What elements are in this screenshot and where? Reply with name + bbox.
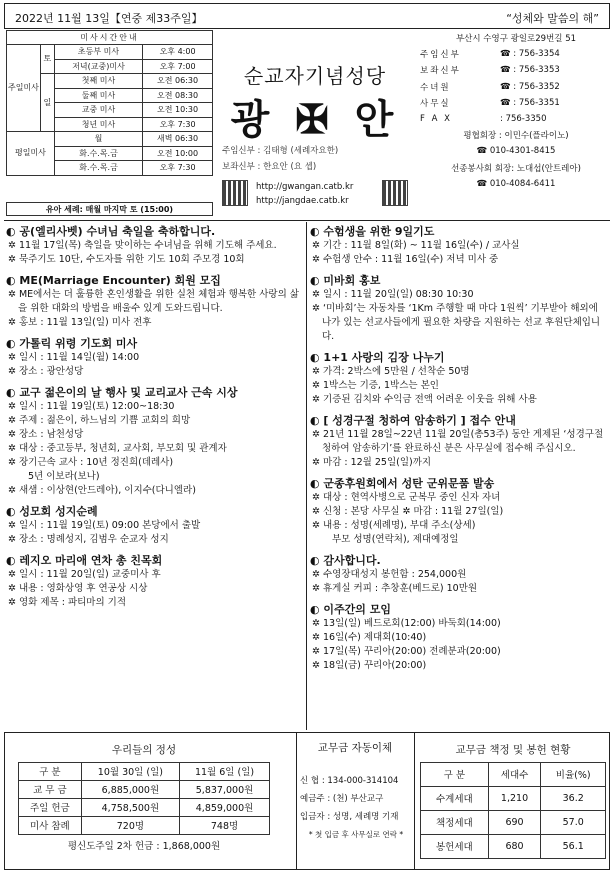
contact-info — [420, 30, 612, 192]
notice-heading: ◐ 성모회 성지순례 — [6, 505, 98, 518]
contact-value: ☎ : 756-3354 — [500, 49, 560, 60]
notice-item: ✲ 마감 : 12월 25일(일)까지 — [312, 457, 432, 468]
church-subtitle: 순교자기념성당 — [243, 64, 387, 88]
mass-name: 화.수.목.금 — [54, 161, 142, 176]
tithe-label: 책정세대 — [421, 810, 489, 834]
mass-schedule-table — [6, 44, 213, 176]
offering-label: 주일 헌금 — [19, 798, 82, 816]
notice-heading: ◐ 레지오 마리애 연차 총 친목회 — [6, 554, 163, 567]
mass-name: 교중 미사 — [54, 103, 142, 118]
tithe-label: 수계세대 — [421, 786, 489, 810]
mass-name: 화.수.목.금 — [54, 146, 142, 161]
notice-item: ✲ 장기근속 교사 : 10년 정진희(데레사) — [8, 457, 174, 468]
autopay-depositor: 입금자 : 성명, 세례명 기재 — [300, 812, 399, 822]
contact-label: F A X — [420, 114, 452, 125]
mass-name: 첫째 미사 — [54, 74, 142, 89]
contact-value: ☎ 010-4084-6411 — [476, 178, 556, 189]
contact-row — [420, 143, 612, 159]
weekday-mass-label: 평일미사 — [7, 132, 55, 176]
notice-heading: ◐ 이주간의 모임 — [310, 603, 392, 616]
mass-time: 오후 7:30 — [143, 161, 213, 176]
infant-baptism-note: 유아 세례: 매월 마지막 토 (15:00) — [6, 202, 213, 216]
notices-left-column — [6, 224, 302, 610]
notice-item: ✲ 신청 : 본당 사무실 ✲ 마감 : 11월 27일(일) — [312, 506, 504, 517]
notice-item: ✲ 가격: 2박스에 5만원 / 선착순 50명 — [312, 366, 470, 377]
notice-item: ✲ 수영장대성지 봉헌함 : 254,000원 — [312, 569, 467, 580]
autopay-note: * 첫 입금 후 사무실로 연락 * — [308, 830, 404, 839]
autopay-holder: 예금주 : (천) 부산교구 — [300, 794, 384, 804]
notice-heading: ◐ 군종후원회에서 성탄 군위문품 발송 — [310, 477, 495, 490]
notice-item: ✲ 장소 : 남천성당 — [8, 429, 84, 440]
tithe-table — [420, 738, 606, 859]
tithe-head: 구 분 — [421, 762, 489, 786]
notice-item: ✲ 주제 : 젊은이, 하느님의 기쁨 교회의 희망 — [8, 415, 191, 426]
notice-item: ✲ 수험생 안수 : 11월 16일(수) 저녁 미사 중 — [312, 254, 499, 265]
notice-item: ✲ 1박스는 기증, 1박스는 본인 — [312, 380, 439, 391]
contact-value: ☎ : 756-3351 — [500, 97, 560, 108]
bulletin-date: 2022년 11월 13일【연중 제33주일】 — [15, 12, 203, 25]
notice-item: ✲ 일시 : 11월 19일(토) 09:00 본당에서 출발 — [8, 520, 201, 531]
notice-item: ✲ 11월 17일(목) 축일을 맞이하는 수녀님을 위해 기도해 주세요. — [8, 240, 277, 251]
contact-label: 수녀원 — [420, 82, 451, 93]
notice-item: ✲ 내용 : 영화상영 후 연공상 시상 — [8, 583, 148, 594]
notice-item: ✲ 영화 제목 : 파티마의 기적 — [8, 597, 127, 608]
contact-value: ☎ : 756-3352 — [500, 81, 560, 92]
notice-item: ✲ 기증된 김치와 수익금 전액 어려운 이웃을 위해 사용 — [312, 394, 537, 405]
autopay-title: 교무금 자동이체 — [317, 742, 393, 754]
tithe-label: 봉헌세대 — [421, 834, 489, 858]
contact-row — [420, 160, 612, 176]
notice-item: ✲ 대상 : 중고등부, 청년회, 교사회, 부모회 및 관계자 — [8, 443, 227, 454]
tithe-value: 690 — [488, 810, 541, 834]
saturday-label: 토 — [40, 45, 54, 74]
year-motto: “성체와 말씀의 해” — [506, 12, 599, 25]
mass-schedule-title: 미사시간안내 — [6, 30, 213, 44]
notice-item: ✲ 대상 : 현역사병으로 군복무 중인 신자 자녀 — [312, 492, 501, 503]
church-name: 광 ✠ 안 — [230, 96, 400, 143]
autopay-account: 신 협 : 134-000-314104 — [300, 776, 399, 786]
offering-head: 11월 6일 (일) — [180, 762, 270, 780]
offering-value: 5,837,000원 — [180, 780, 270, 798]
column-divider — [306, 222, 307, 730]
notice-item: ✲ 13일(일) 베드로회(12:00) 바둑회(14:00) — [312, 618, 501, 629]
notice-item: 5년 이보라(보나) — [28, 471, 100, 482]
notice-item: ✲ 17일(목) 꾸리아(20:00) 전례분과(20:00) — [312, 646, 501, 657]
contact-row — [420, 127, 612, 143]
mass-time: 오전 06:30 — [143, 74, 213, 89]
notice-item: ✲ 새샘 : 이상현(안드레아), 이지수(다니엘라) — [8, 485, 196, 496]
contact-row — [420, 30, 612, 46]
notice-item: ✲ 휴게실 커피 : 추창훈(베드로) 10만원 — [312, 583, 478, 594]
offering-note: 평신도주일 2차 헌금 : 1,868,000원 — [67, 841, 221, 853]
contact-value: 평협회장 : 이민수(플라이노) — [463, 131, 569, 142]
contact-value: ☎ 010-4301-8415 — [476, 146, 556, 157]
contact-label: 사무실 — [420, 98, 451, 109]
mass-time: 오전 10:00 — [143, 146, 213, 161]
notice-item: ✲ 21년 11월 28일~22년 11월 20일(총53주) 동안 게제된 ‘성경구절 청하여 암송하기’를 완료하신 분은 사무실에 접수해 주십시오. — [312, 429, 604, 454]
mass-time: 오전 08:30 — [143, 88, 213, 103]
notice-item: ✲ 일시 : 11월 20일(일) 08:30 10:30 — [312, 289, 474, 300]
mass-name: 저녁(교중)미사 — [54, 59, 142, 74]
pastor-name: 주임신부 : 김태형 (세례자요한) — [222, 146, 339, 156]
offering-label: 미사 참례 — [19, 816, 82, 834]
mass-name: 청년 미사 — [54, 117, 142, 132]
notice-heading: ◐ 공(엘리사벳) 수녀님 축일을 축하합니다. — [6, 225, 216, 238]
church-url[interactable]: http://gwangan.catb.kr — [256, 182, 354, 192]
offering-table — [18, 738, 270, 856]
mass-time: 오후 7:30 — [143, 117, 213, 132]
notice-heading: ◐ 수험생을 위한 9일기도 — [310, 225, 435, 238]
notice-item: ✲ 내용 : 성명(세례명), 부대 주소(상세) — [312, 520, 476, 531]
contact-row — [420, 176, 612, 192]
notice-heading: ◐ 감사합니다. — [310, 554, 381, 567]
qr-code-icon[interactable] — [222, 180, 248, 206]
tithe-value: 680 — [488, 834, 541, 858]
autopay-details — [300, 772, 412, 844]
tithe-title: 교무금 책정 및 봉헌 현황 — [455, 744, 571, 757]
contact-value: ☎ : 756-3353 — [500, 65, 560, 76]
tithe-value: 36.2 — [541, 786, 606, 810]
offering-value: 4,758,500원 — [81, 798, 179, 816]
contact-label: 주임신부 — [420, 50, 461, 61]
notice-item: ✲ 묵주기도 10단, 수도자를 위한 기도 10회 주모경 10회 — [8, 254, 245, 265]
tithe-value: 1,210 — [488, 786, 541, 810]
header-bar — [4, 3, 610, 29]
contact-row — [420, 79, 612, 95]
contact-value: 부산시 수영구 광일로29번길 51 — [455, 34, 577, 45]
mass-name: 둘째 미사 — [54, 88, 142, 103]
contact-row — [420, 111, 612, 127]
notice-item: ✲ 일시 : 11월 14일(월) 14:00 — [8, 352, 140, 363]
offering-head: 10월 30일 (일) — [81, 762, 179, 780]
notice-item: 부모 성명(연락처), 제대예정일 — [332, 534, 459, 545]
contact-value: : 756-3350 — [500, 114, 547, 125]
mass-name: 초등부 미사 — [54, 45, 142, 60]
offering-value: 6,885,000원 — [81, 780, 179, 798]
qr-code-icon[interactable] — [382, 180, 408, 206]
notices-right-column — [310, 224, 610, 673]
contact-row — [420, 46, 612, 62]
offering-label: 교 무 금 — [19, 780, 82, 798]
tithe-value: 56.1 — [541, 834, 606, 858]
notice-heading: ◐ [ 성경구절 청하여 암송하기 ] 접수 안내 — [310, 414, 516, 427]
offering-title: 우리들의 정성 — [111, 744, 177, 757]
notice-item: ✲ ME에서는 더 훌륭한 혼인생활을 위한 실천 체험과 행복한 사랑의 삶을 위한 대화의 방법을 배울수 있게 도와드립니다. — [8, 289, 299, 314]
contact-value: 선종봉사회 회장: 노대섭(안트레아) — [451, 163, 581, 174]
mass-time: 오후 4:00 — [143, 45, 213, 60]
notice-item: ✲ 장소 : 명례성지, 김범우 순교자 성지 — [8, 534, 169, 545]
column-divider — [414, 732, 415, 870]
notice-item: ✲ 일시 : 11월 19일(토) 12:00~18:30 — [8, 401, 175, 412]
notice-heading: ◐ 미바회 홍보 — [310, 274, 381, 287]
notice-heading: ◐ ME(Marriage Encounter) 회원 모집 — [6, 274, 221, 287]
offering-value: 720명 — [81, 816, 179, 834]
mass-time: 새벽 06:30 — [143, 132, 213, 147]
notice-heading: ◐ 교구 젊은이의 날 행사 및 교리교사 근속 시상 — [6, 386, 238, 399]
column-divider — [296, 732, 297, 870]
church-title-block — [216, 30, 414, 214]
notice-item: ✲ 홍보 : 11월 13일(일) 미사 전후 — [8, 317, 152, 328]
notice-item: ✲ 일시 : 11월 20일(일) 교중미사 후 — [8, 569, 161, 580]
offering-value: 748명 — [180, 816, 270, 834]
contact-row — [420, 95, 612, 111]
assistant-pastor-name: 보좌신부 : 한요안 (요 셉) — [222, 162, 317, 172]
tithe-head: 비율(%) — [541, 762, 606, 786]
mass-time: 오후 7:00 — [143, 59, 213, 74]
notice-item: ✲ ‘미바회’는 자동차를 ‘1Km 주행할 때 마다 1원씩’ 기부받아 해외에 나가 있는 선교사들에게 필요한 차량을 지원하는 선교 후원단체입니다. — [312, 303, 601, 342]
notice-heading: ◐ 1+1 사랑의 김장 나누기 — [310, 351, 445, 364]
offering-head: 구 분 — [19, 762, 82, 780]
sunday-mass-label: 주일미사 — [7, 45, 41, 132]
tithe-value: 57.0 — [541, 810, 606, 834]
offering-value: 4,859,000원 — [180, 798, 270, 816]
church-url[interactable]: http://jangdae.catb.kr — [256, 196, 349, 206]
notice-item: ✲ 16일(수) 제대회(10:40) — [312, 632, 427, 643]
contact-label: 보좌신부 — [420, 66, 461, 77]
notice-item: ✲ 장소 : 광안성당 — [8, 366, 84, 377]
mass-name: 월 — [54, 132, 142, 147]
tithe-head: 세대수 — [488, 762, 541, 786]
notice-item: ✲ 18일(금) 꾸리아(20:00) — [312, 660, 427, 671]
contact-row — [420, 62, 612, 78]
notice-heading: ◐ 가톨릭 위령 기도회 미사 — [6, 337, 138, 350]
notice-item: ✲ 기간 : 11월 8일(화) ~ 11월 16일(수) / 교사실 — [312, 240, 520, 251]
divider — [4, 220, 610, 221]
sunday-label: 일 — [40, 74, 54, 132]
mass-time: 오전 10:30 — [143, 103, 213, 118]
